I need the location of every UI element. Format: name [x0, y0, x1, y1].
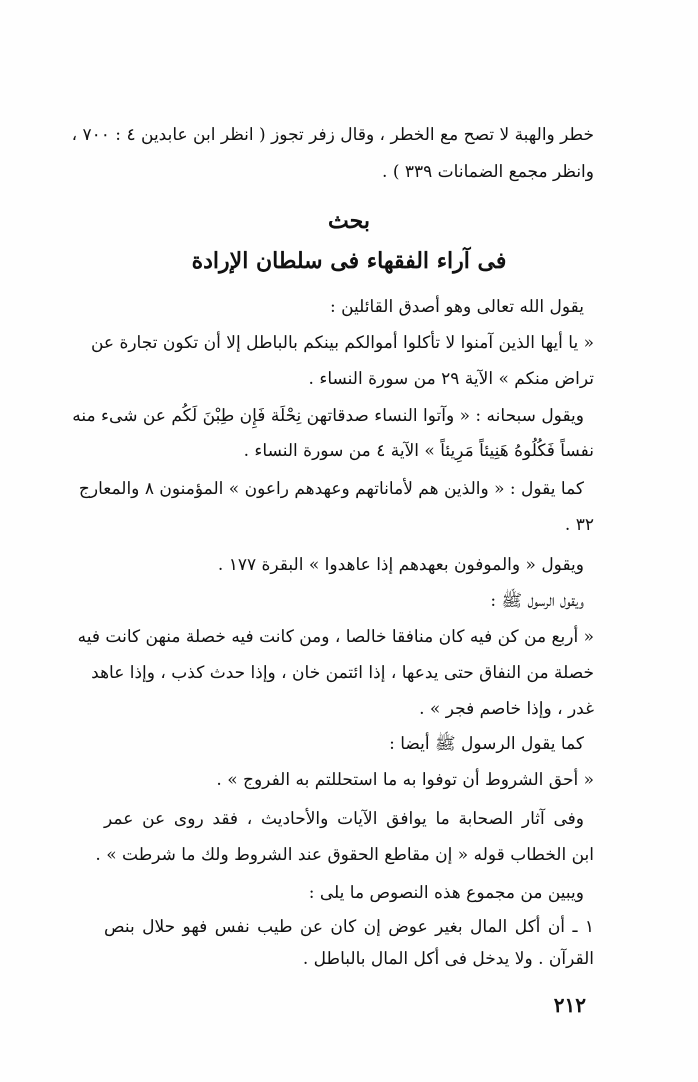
- body-line-14: « أحق الشروط أن توفوا به ما استحللتم به الفروج » .: [216, 770, 594, 790]
- body-line-13: كما يقول الرسول ﷺ أيضا :: [389, 734, 584, 754]
- body-line-11: خصلة من النفاق حتى يدعها ، إذا ائتمن خان ، وإذا حدث كذب ، وإذا عاهد: [91, 663, 594, 683]
- body-line-10: « أربع من كن فيه كان منافقا خالصا ، ومن كانت فيه خصلة منهن كانت فيه: [77, 627, 594, 647]
- body-line-6: كما يقول : « والذين هم لأماناتهم وعهدهم راعون » المؤمنون ٨ والمعارج: [78, 479, 584, 499]
- body-line-17: ويبين من مجموع هذه النصوص ما يلى :: [308, 883, 584, 903]
- body-line-3: تراض منكم » الآية ٢٩ من سورة النساء .: [308, 369, 594, 389]
- body-line-2: « يا أيها الذين آمنوا لا تأكلوا أموالكم بينكم بالباطل إلا أن تكون تجارة عن: [90, 333, 594, 353]
- body-line-16: ابن الخطاب قوله « إن مقاطع الحقوق عند الشروط ولك ما شرطت » .: [95, 845, 594, 865]
- body-line-7: ٣٢ .: [564, 515, 594, 535]
- body-line-15: وفى آثار الصحابة ما يوافق الآيات والأحاديث ، فقد روى عن عمر: [104, 809, 584, 829]
- intro-line-2: وانظر مجمع الضمانات ٣٣٩ ) .: [382, 162, 594, 182]
- body-line-8: ويقول « والموفون بعهدهم إذا عاهدوا » البقرة ١٧٧ .: [217, 555, 584, 575]
- body-line-4: ويقول سبحانه : « وآتوا النساء صدقاتهن نِحْلَة فَإِن طِبْنَ لَكُم عن شىء منه: [72, 406, 584, 426]
- body-line-5: نفساً فَكُلُوهُ هَنِيئاً مَرِيئاً » الآية ٤ من سورة النساء .: [243, 441, 594, 461]
- body-line-19: القرآن . ولا يدخل فى أكل المال بالباطل .: [302, 949, 594, 969]
- body-line-12: غدر ، وإذا خاصم فجر » .: [419, 699, 594, 719]
- page-number: ٢١٢: [553, 993, 586, 1017]
- section-subheading: فى آراء الفقهاء فى سلطان الإرادة: [191, 248, 507, 274]
- body-line-1: يقول الله تعالى وهو أصدق القائلين :: [329, 297, 584, 317]
- section-heading: بحث: [328, 208, 370, 234]
- body-line-18: ١ ـ أن أكل المال بغير عوض إن كان عن طيب نفس فهو حلال بنص: [104, 917, 594, 937]
- intro-line-1: خطر والهبة لا تصح مع الخطر ، وقال زفر تجوز ( انظر ابن عابدين ٤ : ٧٠٠ ،: [71, 125, 594, 145]
- body-line-9: ويقول الرسول ﷺ :: [490, 591, 584, 611]
